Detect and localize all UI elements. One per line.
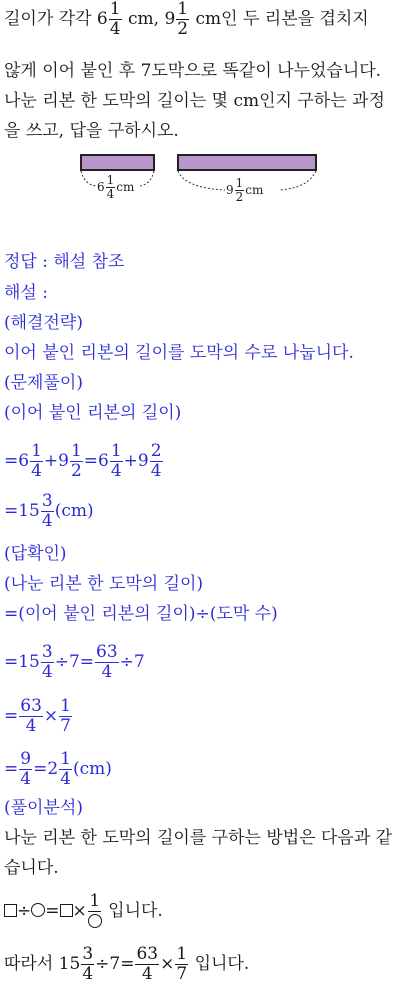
problem-line-3: 나눈 리본 한 도막의 길이는 몇 cm인지 구하는 과정 — [4, 91, 385, 111]
ribbon-short-label: 6 $\frac{1}{4}$ cm — [97, 173, 135, 201]
fraction: $\frac{1}{4}$ — [109, 0, 121, 39]
square-symbol-icon — [4, 904, 17, 917]
circle-symbol-icon — [31, 903, 45, 917]
fraction: $\frac{1}{2}$ — [177, 0, 189, 39]
final-equation: 따라서 15 $\frac{3}{4}$ ÷7= $\frac{63}{4}$ × $\frac{1}{7}$ 입니다. — [4, 944, 250, 984]
circle-symbol-icon — [88, 914, 102, 928]
strategy-heading: (해결전략) — [4, 313, 83, 333]
equation-3: =15 $\frac{3}{4}$ ÷7= $\frac{63}{4}$ ÷7 — [4, 642, 145, 682]
strategy-text: 이어 붙인 리본의 길이를 도막의 수로 나눕니다. — [4, 343, 354, 363]
square-symbol-icon — [60, 904, 73, 917]
equation-1: =6 $\frac{1}{4}$ +9 $\frac{1}{2}$ =6 $\frac{1}{4}$ +9 $\frac{2}{4}$ — [4, 441, 162, 481]
answer-line: 정답 : 해설 참조 — [4, 252, 125, 272]
ribbon-long-label: 9 $\frac{1}{2}$ cm — [226, 176, 264, 204]
explain-label: 해설 : — [4, 283, 48, 303]
analysis-line-2: 습니다. — [4, 858, 59, 878]
check-line-2: =(이어 붙인 리본의 길이)÷(도막 수) — [4, 604, 278, 624]
rule-equation: ÷ = × 1 입니다. — [4, 892, 163, 931]
ribbon-figure — [80, 150, 325, 210]
equation-4: = $\frac{63}{4}$ × $\frac{1}{7}$ — [4, 696, 71, 736]
problem-line-1: 길이가 각각 6 $\frac{1}{4}$ cm, 9 $\frac{1}{2}$ cm인 두 리본을 겹치지 — [4, 0, 369, 39]
equation-2: =15 $\frac{3}{4}$ (cm) — [4, 491, 94, 531]
problem-line-2: 않게 이어 붙인 후 7도막으로 똑같이 나누었습니다. — [4, 61, 382, 81]
analysis-line-1: 나눈 리본 한 도막의 길이를 구하는 방법은 다음과 같 — [4, 828, 393, 848]
solve-line-1: (이어 붙인 리본의 길이) — [4, 403, 182, 423]
check-heading: (답확인) — [4, 544, 67, 564]
check-line-1: (나눈 리본 한 도막의 길이) — [4, 574, 204, 594]
solve-heading: (문제풀이) — [4, 373, 83, 393]
problem-line-4: 을 쓰고, 답을 구하시오. — [4, 121, 179, 141]
equation-5: = $\frac{9}{4}$ =2 $\frac{1}{4}$ (cm) — [4, 749, 112, 789]
analysis-heading: (풀이분석) — [4, 798, 83, 818]
